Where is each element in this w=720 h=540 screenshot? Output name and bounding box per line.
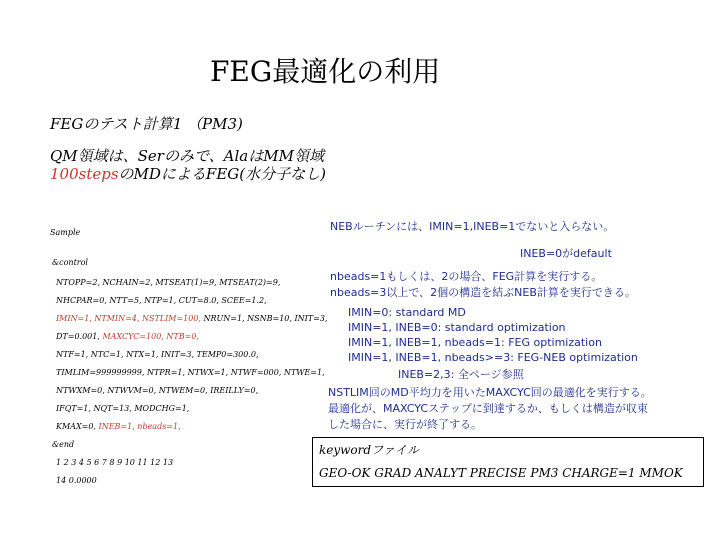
- note-imin-feg: IMIN=1, INEB=1, nbeads=1: FEG optimization: [348, 336, 602, 349]
- code-line-4-start: DT=0.001,: [56, 332, 103, 341]
- code-atom-list: 1 2 3 4 5 6 7 8 9 10 11 12 13: [56, 458, 174, 467]
- heading-test-calc: FEGのテスト計算1 （PM3): [50, 115, 243, 133]
- heading-md-feg: [50, 163, 326, 184]
- code-trailing-line: 14 0.0000: [56, 476, 97, 485]
- code-line-3-highlight: IMIN=1, NTMIN=4, NSTLIM=100,: [56, 314, 201, 323]
- code-end: &end: [52, 440, 75, 449]
- page-title: FEG最適化の利用: [210, 55, 441, 88]
- keyword-file-label: keywordファイル: [319, 443, 419, 457]
- note-ineb-default: INEB=0がdefault: [520, 247, 612, 260]
- heading-qm-region: QM領域は、Serのみで、AlaはMM領域: [50, 147, 324, 165]
- note-imin-opt: IMIN=1, INEB=0: standard optimization: [348, 321, 566, 334]
- sample-label: Sample: [50, 228, 81, 237]
- note-nstlim-2: 最適化が、MAXCYCステップに到達するか、もしくは構造が収束: [328, 402, 648, 415]
- code-line-6: TIMLIM=999999999, NTPR=1, NTWX=1, NTWF=000, NTWE=1,: [56, 368, 325, 377]
- code-line-3-rest: NRUN=1, NSNB=10, INIT=3,: [200, 314, 328, 323]
- code-line-9: [56, 422, 181, 431]
- note-nbeads-feg: nbeads=1もしくは、2の場合、FEG計算を実行する。: [330, 270, 603, 283]
- md-feg-text: のMDによるFEG(水分子なし): [118, 165, 326, 183]
- code-line-4-highlight: MAXCYC=100, NTB=0,: [102, 332, 199, 341]
- note-nstlim-3: した場合に、実行が終了する。: [328, 418, 482, 431]
- keyword-file-box: [312, 437, 704, 487]
- code-line-2: NHCPAR=0, NTT=5, NTP=1, CUT=8.0, SCEE=1.2,: [56, 296, 267, 305]
- code-line-4: [56, 332, 199, 341]
- keyword-file-value: GEO-OK GRAD ANALYT PRECISE PM3 CHARGE=1 MMOK: [319, 466, 683, 480]
- note-imin-md: IMIN=0: standard MD: [348, 306, 466, 319]
- note-neb-routine: NEBルーチンには、IMIN=1,INEB=1でないと入らない。: [330, 220, 615, 233]
- note-ineb-23: INEB=2,3: 全ページ参照: [398, 368, 524, 381]
- code-line-7: NTWXM=0, NTWVM=0, NTWEM=0, IREILLY=0,: [56, 386, 259, 395]
- code-line-3: [56, 314, 327, 323]
- code-line-8: IFQT=1, NQT=13, MODCHG=1,: [56, 404, 190, 413]
- code-line-9-highlight: INEB=1, nbeads=1,: [98, 422, 181, 431]
- steps-highlight: 100steps: [50, 165, 119, 183]
- code-control-start: &control: [52, 258, 88, 267]
- code-line-9-start: KMAX=0,: [56, 422, 99, 431]
- note-nstlim-1: NSTLIM回のMD平均力を用いたMAXCYC回の最適化を実行する。: [328, 386, 652, 399]
- note-nbeads-neb: nbeads=3以上で、2個の構造を結ぶNEB計算を実行できる。: [330, 286, 636, 299]
- code-line-5: NTF=1, NTC=1, NTX=1, INIT=3, TEMP0=300.0,: [56, 350, 259, 359]
- code-line-1: NTOPP=2, NCHAIN=2, MTSEAT(1)=9, MTSEAT(2)=9,: [56, 278, 281, 287]
- note-imin-feg-neb: IMIN=1, INEB=1, nbeads>=3: FEG-NEB optimization: [348, 351, 638, 364]
